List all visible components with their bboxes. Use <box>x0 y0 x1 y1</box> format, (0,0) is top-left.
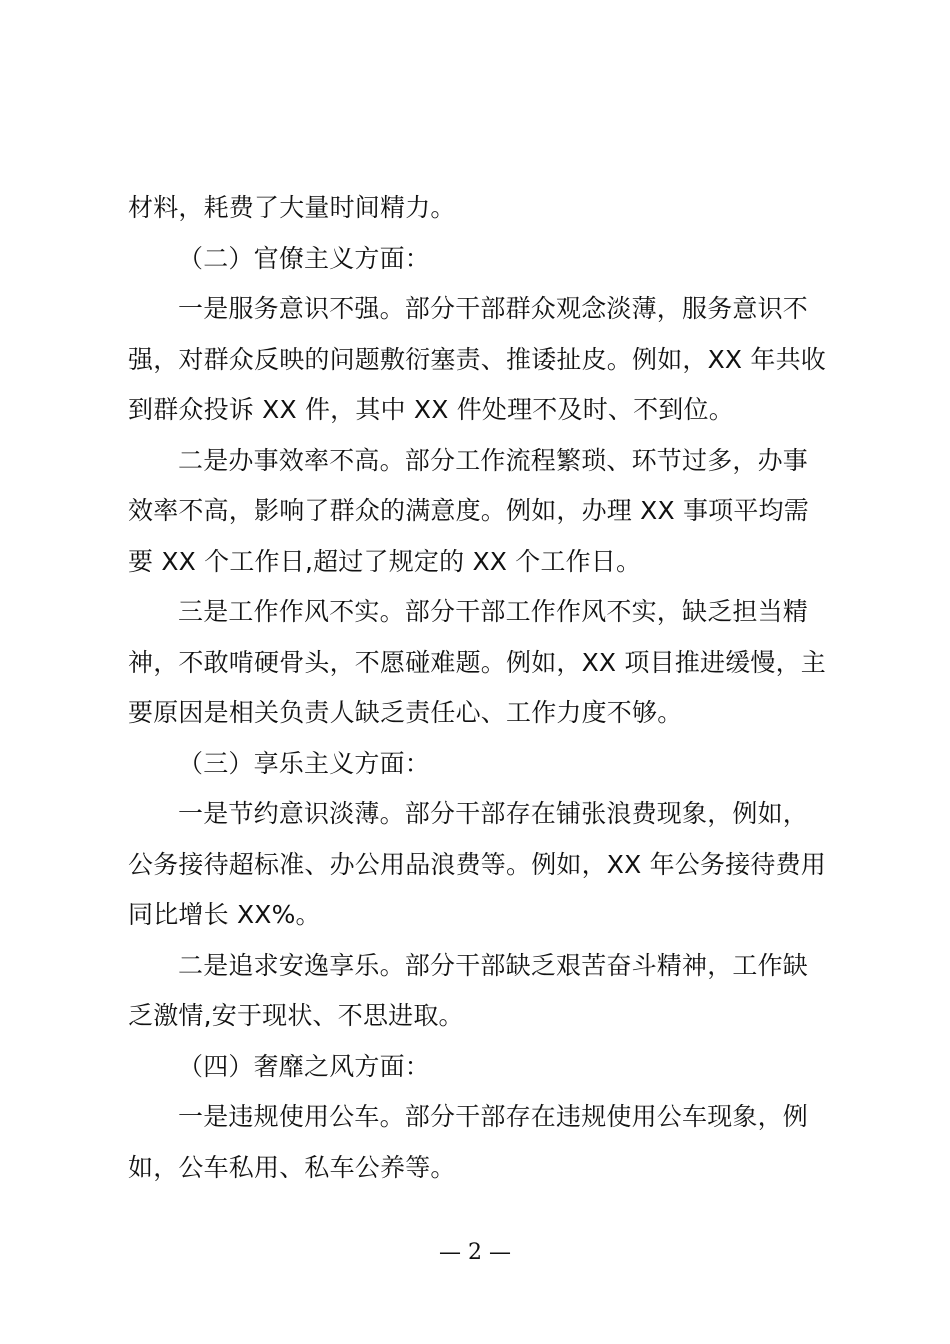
text-line: 效率不高，影响了群众的满意度。例如，办理 XX 事项平均需 <box>128 496 809 525</box>
text-line: 如，公车私用、私车公养等。 <box>128 1152 456 1182</box>
text-line: （四）奢靡之风方面： <box>178 1051 431 1081</box>
text-line: 三是工作作风不实。部分干部工作作风不实，缺乏担当精 <box>178 597 809 626</box>
text-line: 要原因是相关负责人缺乏责任心、工作力度不够。 <box>128 698 683 727</box>
text-line: （三）享乐主义方面： <box>178 748 431 778</box>
text-line: 乏激情,安于现状、不思进取。 <box>128 1001 464 1030</box>
text-line: （二）官僚主义方面： <box>178 243 431 273</box>
text-line: 二是追求安逸享乐。部分干部缺乏艰苦奋斗精神，工作缺 <box>178 950 809 980</box>
text-line: 材料，耗费了大量时间精力。 <box>128 193 456 222</box>
page-number: — 2 — <box>439 1240 511 1265</box>
text-line: 二是办事效率不高。部分工作流程繁琐、环节过多，办事 <box>178 445 809 475</box>
text-line: 同比增长 XX%。 <box>128 900 321 929</box>
document-body <box>128 183 828 1193</box>
text-line: 一是节约意识淡薄。部分干部存在铺张浪费现象，例如， <box>178 799 809 828</box>
text-line: 要 XX 个工作日,超过了规定的 XX 个工作日。 <box>128 546 642 576</box>
text-line: 神，不敢啃硬骨头，不愿碰难题。例如，XX 项目推进缓慢，主 <box>128 647 827 677</box>
text-line: 公务接待超标准、办公用品浪费等。例如，XX 年公务接待费用 <box>128 849 827 879</box>
text-line: 一是违规使用公车。部分干部存在违规使用公车现象，例 <box>178 1102 809 1131</box>
text-line: 到群众投诉 XX 件，其中 XX 件处理不及时、不到位。 <box>128 395 734 424</box>
text-line: 一是服务意识不强。部分干部群众观念淡薄，服务意识不 <box>178 294 809 323</box>
text-line: 强，对群众反映的问题敷衍塞责、推诿扯皮。例如，XX 年共收 <box>128 344 827 374</box>
